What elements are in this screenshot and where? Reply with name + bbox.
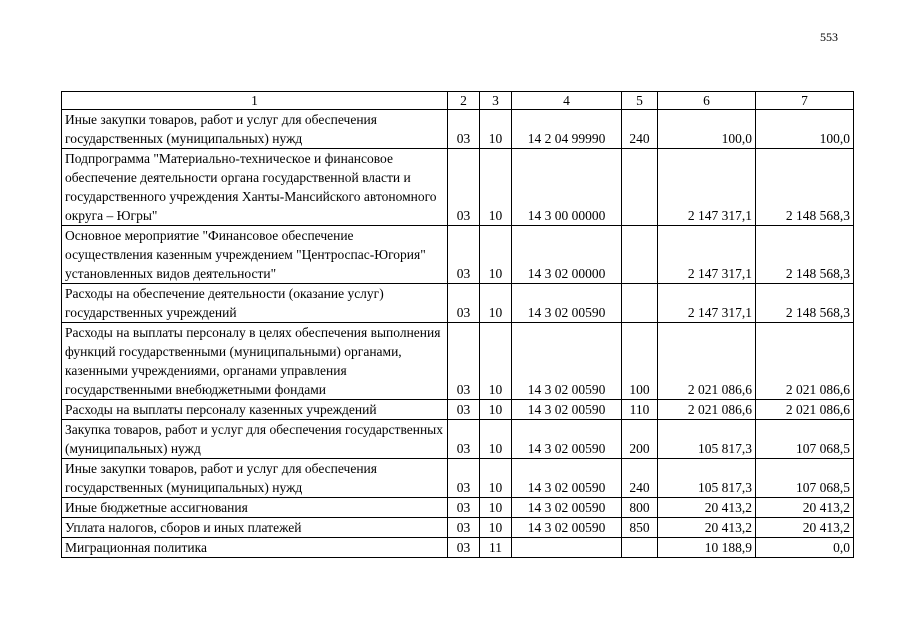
header-cell: 5 <box>622 92 658 110</box>
table-row <box>62 420 854 459</box>
row-sum-col6: 105 817,3 <box>658 459 756 498</box>
row-sum-col7: 0,0 <box>756 538 854 558</box>
row-subsection: 10 <box>480 459 512 498</box>
row-target-code: 14 3 02 00590 <box>512 420 622 459</box>
row-target-code: 14 3 02 00590 <box>512 498 622 518</box>
row-target-code: 14 3 02 00590 <box>512 323 622 400</box>
row-sum-col7: 2 148 568,3 <box>756 226 854 284</box>
header-cell: 4 <box>512 92 622 110</box>
row-subsection: 10 <box>480 323 512 400</box>
row-target-code: 14 3 02 00590 <box>512 284 622 323</box>
row-expense-type: 800 <box>622 498 658 518</box>
row-expense-type: 200 <box>622 420 658 459</box>
table-header-row <box>62 92 854 110</box>
row-name: Иные бюджетные ассигнования <box>62 498 448 518</box>
row-sum-col7: 2 148 568,3 <box>756 149 854 226</box>
header-cell: 7 <box>756 92 854 110</box>
row-section: 03 <box>448 226 480 284</box>
row-section: 03 <box>448 149 480 226</box>
row-sum-col7: 107 068,5 <box>756 459 854 498</box>
row-target-code: 14 3 02 00590 <box>512 518 622 538</box>
row-sum-col6: 20 413,2 <box>658 518 756 538</box>
row-section: 03 <box>448 284 480 323</box>
table-row <box>62 323 854 400</box>
table-row <box>62 284 854 323</box>
row-expense-type: 110 <box>622 400 658 420</box>
row-target-code: 14 2 04 99990 <box>512 110 622 149</box>
table-row <box>62 110 854 149</box>
table-row <box>62 498 854 518</box>
row-target-code: 14 3 00 00000 <box>512 149 622 226</box>
row-expense-type: 240 <box>622 110 658 149</box>
row-sum-col7: 2 021 086,6 <box>756 400 854 420</box>
row-subsection: 10 <box>480 149 512 226</box>
row-target-code: 14 3 02 00590 <box>512 400 622 420</box>
row-name: Закупка товаров, работ и услуг для обеспечения государственных (муниципальных) нужд <box>62 420 448 459</box>
row-section: 03 <box>448 459 480 498</box>
row-name: Иные закупки товаров, работ и услуг для обеспечения государственных (муниципальных) нужд <box>62 110 448 149</box>
row-subsection: 10 <box>480 420 512 459</box>
table-row <box>62 459 854 498</box>
row-section: 03 <box>448 323 480 400</box>
row-target-code: 14 3 02 00000 <box>512 226 622 284</box>
row-sum-col7: 2 148 568,3 <box>756 284 854 323</box>
row-section: 03 <box>448 110 480 149</box>
budget-table <box>61 91 854 558</box>
row-name: Расходы на обеспечение деятельности (оказание услуг) государственных учреждений <box>62 284 448 323</box>
header-cell: 1 <box>62 92 448 110</box>
row-name: Основное мероприятие "Финансовое обеспечение осуществления казенным учреждением "Центроспас-Югория" установленных видов деятельности" <box>62 226 448 284</box>
row-name: Миграционная политика <box>62 538 448 558</box>
row-sum-col6: 2 147 317,1 <box>658 226 756 284</box>
table-row <box>62 226 854 284</box>
row-subsection: 10 <box>480 284 512 323</box>
row-subsection: 10 <box>480 226 512 284</box>
row-target-code: 14 3 02 00590 <box>512 459 622 498</box>
row-section: 03 <box>448 400 480 420</box>
row-expense-type: 850 <box>622 518 658 538</box>
row-sum-col6: 2 021 086,6 <box>658 400 756 420</box>
row-sum-col7: 20 413,2 <box>756 518 854 538</box>
row-sum-col6: 10 188,9 <box>658 538 756 558</box>
row-expense-type: 240 <box>622 459 658 498</box>
row-expense-type <box>622 149 658 226</box>
row-sum-col6: 2 147 317,1 <box>658 149 756 226</box>
row-sum-col7: 107 068,5 <box>756 420 854 459</box>
row-subsection: 10 <box>480 518 512 538</box>
table-row <box>62 400 854 420</box>
table-row <box>62 538 854 558</box>
row-section: 03 <box>448 498 480 518</box>
row-sum-col6: 105 817,3 <box>658 420 756 459</box>
row-name: Уплата налогов, сборов и иных платежей <box>62 518 448 538</box>
row-subsection: 10 <box>480 110 512 149</box>
row-target-code <box>512 538 622 558</box>
row-subsection: 11 <box>480 538 512 558</box>
row-expense-type <box>622 226 658 284</box>
row-section: 03 <box>448 518 480 538</box>
table-row <box>62 149 854 226</box>
row-sum-col6: 2 147 317,1 <box>658 284 756 323</box>
row-name: Иные закупки товаров, работ и услуг для обеспечения государственных (муниципальных) нужд <box>62 459 448 498</box>
row-subsection: 10 <box>480 498 512 518</box>
row-name: Расходы на выплаты персоналу казенных учреждений <box>62 400 448 420</box>
row-subsection: 10 <box>480 400 512 420</box>
row-sum-col6: 2 021 086,6 <box>658 323 756 400</box>
row-section: 03 <box>448 538 480 558</box>
row-sum-col7: 2 021 086,6 <box>756 323 854 400</box>
row-sum-col7: 20 413,2 <box>756 498 854 518</box>
header-cell: 2 <box>448 92 480 110</box>
page-number: 553 <box>820 30 838 44</box>
row-sum-col7: 100,0 <box>756 110 854 149</box>
row-expense-type <box>622 284 658 323</box>
header-cell: 6 <box>658 92 756 110</box>
row-expense-type: 100 <box>622 323 658 400</box>
table-row <box>62 518 854 538</box>
row-sum-col6: 100,0 <box>658 110 756 149</box>
row-name: Расходы на выплаты персоналу в целях обеспечения выполнения функций государственными (муниципальными) органами, казенными учреждениями, органами управления государственными внебюджетными фондами <box>62 323 448 400</box>
row-section: 03 <box>448 420 480 459</box>
row-sum-col6: 20 413,2 <box>658 498 756 518</box>
row-name: Подпрограмма "Материально-техническое и финансовое обеспечение деятельности органа государственной власти и государственного учреждения Ханты-Мансийского автономного округа – Югры" <box>62 149 448 226</box>
header-cell: 3 <box>480 92 512 110</box>
row-expense-type <box>622 538 658 558</box>
